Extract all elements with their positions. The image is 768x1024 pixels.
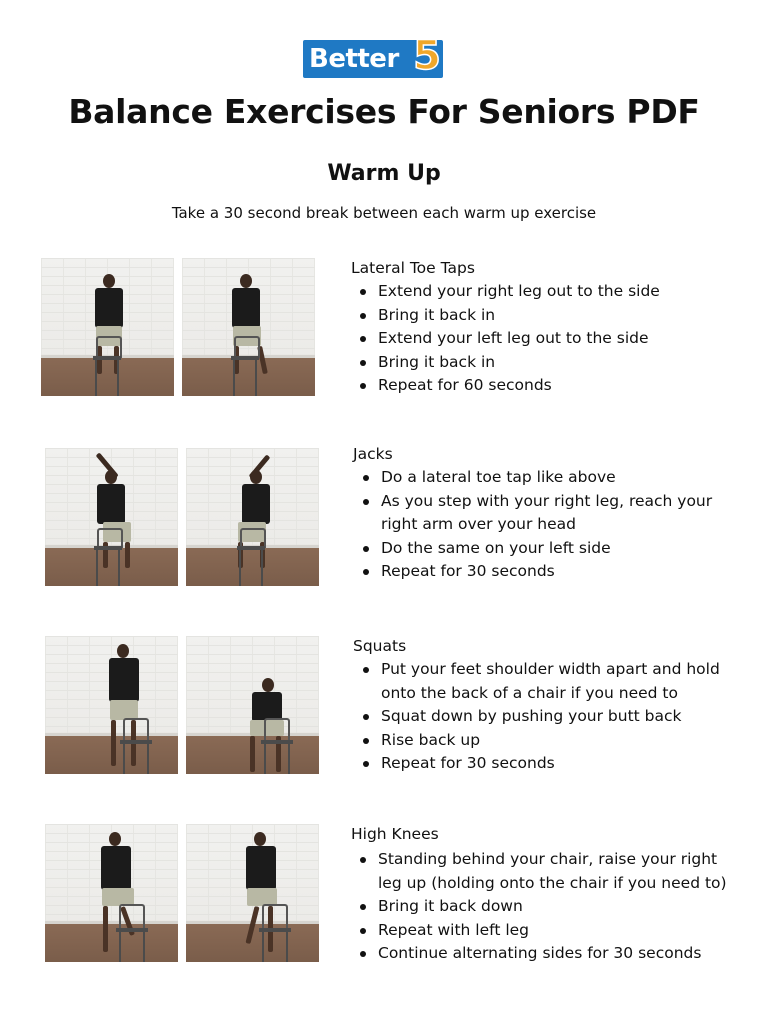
exercise-steps	[354, 658, 734, 776]
exercise-title: Lateral Toe Taps	[351, 259, 475, 277]
high-knees-left-photo	[186, 824, 319, 962]
list-item: Rise back up	[354, 729, 734, 753]
exercise-title: Jacks	[353, 445, 393, 463]
exercise-steps	[354, 466, 724, 584]
lateral-toe-tap-start-photo	[41, 258, 174, 396]
squat-down-photo	[186, 636, 319, 774]
jacks-left-reach-photo	[186, 448, 319, 586]
logo-text: Better	[309, 44, 399, 74]
exercise-steps	[351, 848, 736, 966]
list-item: Repeat for 60 seconds	[351, 374, 691, 398]
list-item: Bring it back down	[351, 895, 736, 919]
list-item: Do the same on your left side	[354, 537, 724, 561]
list-item: Repeat for 30 seconds	[354, 752, 734, 776]
jacks-right-reach-photo	[45, 448, 178, 586]
exercise-title: Squats	[353, 637, 407, 655]
high-knees-right-photo	[45, 824, 178, 962]
better5-logo	[303, 33, 443, 79]
lateral-toe-tap-extend-photo	[182, 258, 315, 396]
list-item: As you step with your right leg, reach your right arm over your head	[354, 490, 724, 537]
list-item: Bring it back in	[351, 351, 691, 375]
squat-standing-photo	[45, 636, 178, 774]
list-item: Put your feet shoulder width apart and hold onto the back of a chair if you need to	[354, 658, 734, 705]
exercise-title: High Knees	[351, 825, 439, 843]
list-item: Standing behind your chair, raise your right leg up (holding onto the chair if you need to)	[351, 848, 736, 895]
list-item: Extend your left leg out to the side	[351, 327, 691, 351]
list-item: Squat down by pushing your butt back	[354, 705, 734, 729]
warmup-note: Take a 30 second break between each warm up exercise	[171, 204, 597, 222]
section-heading: Warm Up	[327, 161, 441, 186]
list-item: Extend your right leg out to the side	[351, 280, 691, 304]
list-item: Do a lateral toe tap like above	[354, 466, 724, 490]
list-item: Continue alternating sides for 30 seconds	[351, 942, 736, 966]
logo-number: 5	[413, 33, 441, 79]
page-title: Balance Exercises For Seniors PDF	[68, 92, 700, 131]
list-item: Repeat with left leg	[351, 919, 736, 943]
exercise-steps	[351, 280, 691, 398]
list-item: Bring it back in	[351, 304, 691, 328]
list-item: Repeat for 30 seconds	[354, 560, 724, 584]
